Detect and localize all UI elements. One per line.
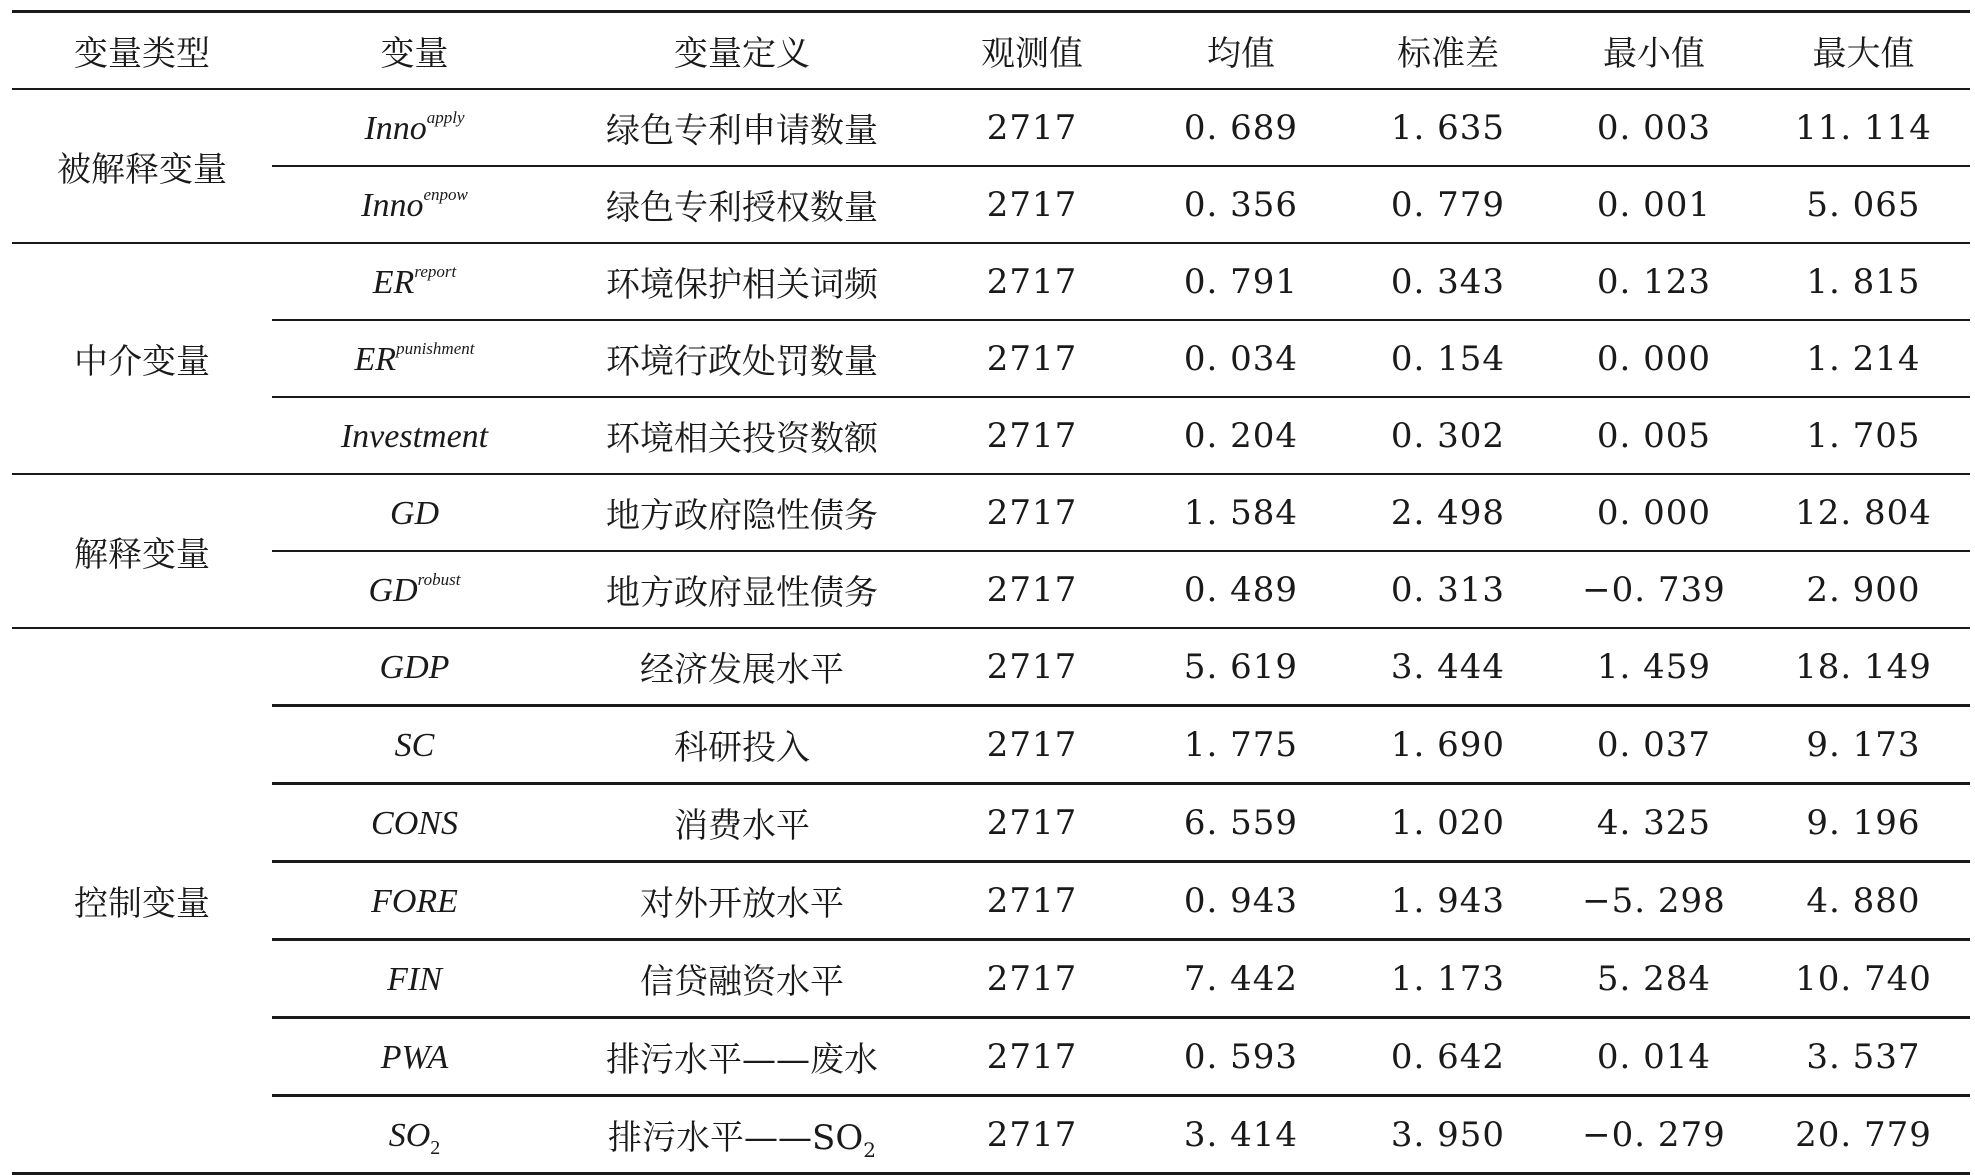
variable-symbol-cell: [272, 474, 557, 551]
variable-group: [12, 474, 1970, 628]
mean-cell: 0. 791: [1137, 243, 1345, 320]
variable-definition: 地方政府隐性债务: [606, 496, 878, 536]
variable-group: [12, 628, 1970, 1174]
variable-definition-cell: [557, 628, 927, 706]
variable-superscript: robust: [417, 569, 461, 589]
variable-definition: 环境行政处罚数量: [606, 342, 878, 382]
header-row: [12, 12, 1970, 90]
variable-symbol: [380, 649, 450, 686]
std-dev-cell: 3. 950: [1345, 1096, 1551, 1174]
variable-symbol: [354, 338, 475, 378]
variable-type-cell: 中介变量: [12, 243, 272, 474]
max-cell: 1. 815: [1757, 243, 1970, 320]
min-cell: 5. 284: [1551, 940, 1757, 1018]
table-row: [12, 940, 1970, 1018]
min-cell: 0. 005: [1551, 397, 1757, 474]
header-min: 最小值: [1551, 12, 1757, 90]
variable-base: FIN: [387, 960, 442, 998]
variable-definition: 环境相关投资数额: [606, 419, 878, 459]
variable-symbol: [387, 961, 442, 998]
mean-cell: 0. 593: [1137, 1018, 1345, 1096]
observations-cell: 2717: [927, 784, 1137, 862]
variable-definition-cell: [557, 243, 927, 320]
max-cell: 9. 173: [1757, 706, 1970, 784]
variable-definition: 排污水平——废水: [606, 1040, 878, 1080]
table-row: [12, 243, 1970, 320]
variable-symbol-cell: [272, 1096, 557, 1174]
variable-superscript: apply: [426, 107, 465, 127]
mean-cell: 1. 775: [1137, 706, 1345, 784]
variable-symbol: [361, 184, 468, 224]
min-cell: 0. 001: [1551, 166, 1757, 243]
mean-cell: 0. 689: [1137, 89, 1345, 166]
observations-cell: 2717: [927, 628, 1137, 706]
table-header: [12, 12, 1970, 90]
header-observations: 观测值: [927, 12, 1137, 90]
variable-definition: 排污水平——SO: [608, 1118, 864, 1158]
variable-base: CONS: [371, 804, 458, 842]
variable-symbol-cell: [272, 940, 557, 1018]
std-dev-cell: 0. 642: [1345, 1018, 1551, 1096]
std-dev-cell: 0. 313: [1345, 551, 1551, 628]
variable-symbol-cell: [272, 320, 557, 397]
mean-cell: 0. 943: [1137, 862, 1345, 940]
variable-definition-cell: [557, 706, 927, 784]
variable-base: ER: [354, 340, 397, 378]
observations-cell: 2717: [927, 706, 1137, 784]
variable-symbol-cell: [272, 628, 557, 706]
table-row: [12, 89, 1970, 166]
variable-base: GD: [389, 494, 440, 532]
table-row: [12, 166, 1970, 243]
observations-cell: 2717: [927, 551, 1137, 628]
std-dev-cell: 0. 343: [1345, 243, 1551, 320]
mean-cell: 7. 442: [1137, 940, 1345, 1018]
std-dev-cell: 1. 635: [1345, 89, 1551, 166]
variable-symbol: [368, 569, 461, 609]
variable-definition-cell: [557, 1018, 927, 1096]
min-cell: 0. 003: [1551, 89, 1757, 166]
min-cell: 0. 000: [1551, 320, 1757, 397]
variable-base: Inno: [364, 109, 427, 147]
max-cell: 1. 214: [1757, 320, 1970, 397]
observations-cell: 2717: [927, 166, 1137, 243]
variable-symbol: [381, 1039, 449, 1076]
variable-definition: 对外开放水平: [640, 884, 844, 924]
max-cell: 4. 880: [1757, 862, 1970, 940]
std-dev-cell: 2. 498: [1345, 474, 1551, 551]
variable-group: [12, 243, 1970, 474]
table-row: [12, 784, 1970, 862]
variable-symbol: [341, 418, 488, 455]
variable-symbol: [364, 107, 465, 147]
variable-definition: 绿色专利授权数量: [606, 188, 878, 228]
variable-symbol-cell: [272, 706, 557, 784]
variable-definition: 信贷融资水平: [640, 962, 844, 1002]
variable-symbol-cell: [272, 862, 557, 940]
header-std-dev: 标准差: [1345, 12, 1551, 90]
max-cell: 11. 114: [1757, 89, 1970, 166]
table-row: [12, 628, 1970, 706]
observations-cell: 2717: [927, 1018, 1137, 1096]
variable-symbol-cell: [272, 397, 557, 474]
variable-symbol: [371, 883, 458, 920]
variable-definition-cell: [557, 862, 927, 940]
mean-cell: 5. 619: [1137, 628, 1345, 706]
observations-cell: 2717: [927, 940, 1137, 1018]
table-row: [12, 397, 1970, 474]
variable-base: ER: [372, 263, 415, 301]
variable-subscript: 2: [430, 1136, 441, 1159]
variable-definition: 科研投入: [674, 728, 810, 768]
variable-type-cell: 解释变量: [12, 474, 272, 628]
observations-cell: 2717: [927, 243, 1137, 320]
min-cell: 0. 000: [1551, 474, 1757, 551]
table-row: [12, 474, 1970, 551]
max-cell: 3. 537: [1757, 1018, 1970, 1096]
min-cell: −5. 298: [1551, 862, 1757, 940]
variable-symbol-cell: [272, 89, 557, 166]
variable-symbol: [395, 727, 435, 764]
header-mean: 均值: [1137, 12, 1345, 90]
mean-cell: 0. 034: [1137, 320, 1345, 397]
variable-type-cell: 控制变量: [12, 628, 272, 1174]
variable-definition: 环境保护相关词频: [606, 265, 878, 305]
variable-base: GDP: [379, 648, 450, 686]
variable-group: [12, 89, 1970, 243]
table-row: [12, 1018, 1970, 1096]
variable-definition-cell: [557, 166, 927, 243]
std-dev-cell: 0. 154: [1345, 320, 1551, 397]
variable-symbol-cell: [272, 243, 557, 320]
definition-subscript: 2: [863, 1138, 876, 1162]
variable-base: PWA: [380, 1038, 449, 1076]
variable-definition: 消费水平: [674, 806, 810, 846]
variable-base: FORE: [371, 882, 458, 920]
header-variable: 变量: [272, 12, 557, 90]
variable-definition-cell: [557, 940, 927, 1018]
variable-superscript: report: [414, 261, 457, 281]
header-variable-type: 变量类型: [12, 12, 272, 90]
header-max: 最大值: [1757, 12, 1970, 90]
observations-cell: 2717: [927, 474, 1137, 551]
variable-symbol-cell: [272, 1018, 557, 1096]
variable-definition-cell: [557, 89, 927, 166]
max-cell: 18. 149: [1757, 628, 1970, 706]
min-cell: 0. 123: [1551, 243, 1757, 320]
variable-definition-cell: [557, 397, 927, 474]
variable-symbol: [372, 261, 457, 301]
mean-cell: 3. 414: [1137, 1096, 1345, 1174]
observations-cell: 2717: [927, 320, 1137, 397]
variable-definition-cell: [557, 784, 927, 862]
std-dev-cell: 1. 173: [1345, 940, 1551, 1018]
table-row: [12, 1096, 1970, 1174]
observations-cell: 2717: [927, 89, 1137, 166]
variable-definition: 地方政府显性债务: [606, 573, 878, 613]
variable-base: GD: [368, 571, 418, 609]
variable-symbol-cell: [272, 784, 557, 862]
table-row: [12, 862, 1970, 940]
std-dev-cell: 1. 690: [1345, 706, 1551, 784]
variable-superscript: enpow: [423, 184, 468, 204]
variable-symbol-cell: [272, 551, 557, 628]
std-dev-cell: 1. 943: [1345, 862, 1551, 940]
std-dev-cell: 1. 020: [1345, 784, 1551, 862]
mean-cell: 6. 559: [1137, 784, 1345, 862]
variable-symbol: [371, 805, 458, 842]
min-cell: 4. 325: [1551, 784, 1757, 862]
mean-cell: 0. 356: [1137, 166, 1345, 243]
min-cell: 1. 459: [1551, 628, 1757, 706]
observations-cell: 2717: [927, 1096, 1137, 1174]
std-dev-cell: 3. 444: [1345, 628, 1551, 706]
variable-definition: 经济发展水平: [640, 650, 844, 690]
variable-definition: 绿色专利申请数量: [606, 111, 878, 151]
variable-symbol-cell: [272, 166, 557, 243]
variable-base: Inno: [361, 186, 424, 224]
variable-definition-cell: [557, 474, 927, 551]
variable-base: Investment: [340, 417, 489, 455]
max-cell: 10. 740: [1757, 940, 1970, 1018]
max-cell: 5. 065: [1757, 166, 1970, 243]
max-cell: 2. 900: [1757, 551, 1970, 628]
max-cell: 9. 196: [1757, 784, 1970, 862]
observations-cell: 2717: [927, 397, 1137, 474]
mean-cell: 0. 489: [1137, 551, 1345, 628]
variable-definition-cell: [557, 320, 927, 397]
descriptive-statistics-table: [12, 10, 1970, 1175]
mean-cell: 0. 204: [1137, 397, 1345, 474]
min-cell: 0. 014: [1551, 1018, 1757, 1096]
variable-definition-cell: [557, 551, 927, 628]
variable-definition-cell: [557, 1096, 927, 1174]
header-definition: 变量定义: [557, 12, 927, 90]
mean-cell: 1. 584: [1137, 474, 1345, 551]
max-cell: 1. 705: [1757, 397, 1970, 474]
table-row: [12, 706, 1970, 784]
std-dev-cell: 0. 779: [1345, 166, 1551, 243]
variable-base: SO: [388, 1116, 431, 1154]
observations-cell: 2717: [927, 862, 1137, 940]
variable-type-cell: 被解释变量: [12, 89, 272, 243]
variable-symbol: [390, 495, 439, 532]
min-cell: −0. 279: [1551, 1096, 1757, 1174]
variable-base: SC: [394, 726, 435, 764]
std-dev-cell: 0. 302: [1345, 397, 1551, 474]
min-cell: −0. 739: [1551, 551, 1757, 628]
max-cell: 20. 779: [1757, 1096, 1970, 1174]
table-row: [12, 320, 1970, 397]
min-cell: 0. 037: [1551, 706, 1757, 784]
max-cell: 12. 804: [1757, 474, 1970, 551]
variable-superscript: punishment: [396, 338, 475, 358]
table-row: [12, 551, 1970, 628]
